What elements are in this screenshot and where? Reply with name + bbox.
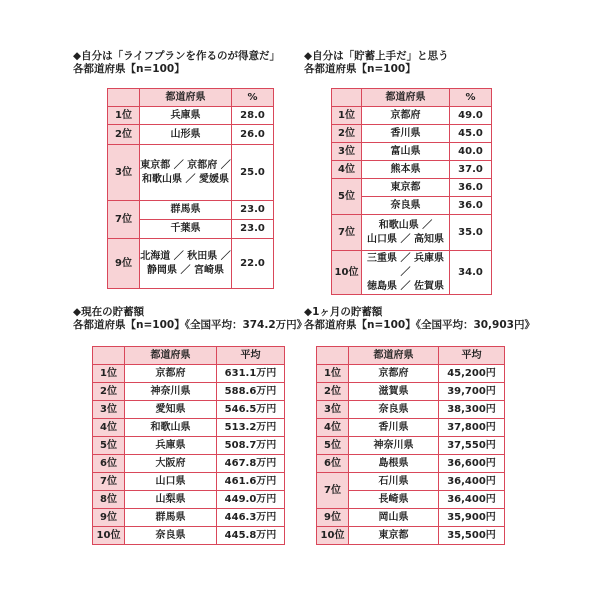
table-row bbox=[332, 251, 492, 295]
ranking-table-lifeplan bbox=[107, 88, 274, 289]
rank-cell: 9位 bbox=[317, 509, 349, 527]
table-row bbox=[93, 401, 285, 419]
rank-cell: 8位 bbox=[93, 491, 125, 509]
section-subtitle: 各都道府県【n=100】《全国平均：30,903円》 bbox=[304, 319, 535, 331]
rank-cell: 7位 bbox=[108, 201, 140, 239]
rank-cell: 5位 bbox=[317, 437, 349, 455]
rank-cell: 9位 bbox=[93, 509, 125, 527]
section-title: ◆自分は「貯蓄上手だ」と思う bbox=[304, 50, 449, 62]
prefecture-line: 静岡県 ／ 宮崎県 bbox=[147, 264, 224, 276]
header-percent: % bbox=[450, 89, 492, 107]
section-subtitle: 各都道府県【n=100】《全国平均：374.2万円》 bbox=[73, 319, 308, 331]
table-row bbox=[93, 491, 285, 509]
value-cell: 36,600円 bbox=[439, 455, 505, 473]
rank-cell: 2位 bbox=[317, 383, 349, 401]
header-percent: % bbox=[232, 89, 274, 107]
prefecture-cell: 山梨県 bbox=[125, 491, 217, 509]
table-row bbox=[108, 107, 274, 125]
table-row bbox=[317, 527, 505, 545]
value-cell: 45.0 bbox=[450, 125, 492, 143]
rank-cell: 7位 bbox=[317, 473, 349, 509]
value-cell: 467.8万円 bbox=[217, 455, 285, 473]
rank-cell: 2位 bbox=[108, 125, 140, 145]
value-cell: 588.6万円 bbox=[217, 383, 285, 401]
header-prefecture: 都道府県 bbox=[362, 89, 450, 107]
value-cell: 513.2万円 bbox=[217, 419, 285, 437]
value-cell: 38,300円 bbox=[439, 401, 505, 419]
table-row bbox=[93, 455, 285, 473]
value-cell: 508.7万円 bbox=[217, 437, 285, 455]
section-current-savings bbox=[73, 306, 307, 332]
table-row bbox=[108, 201, 274, 220]
value-cell: 461.6万円 bbox=[217, 473, 285, 491]
prefecture-cell: 京都府 bbox=[362, 107, 450, 125]
section-savings-skill bbox=[304, 50, 449, 76]
value-cell: 35.0 bbox=[450, 215, 492, 251]
prefecture-cell: 京都府 bbox=[125, 365, 217, 383]
rank-cell: 4位 bbox=[332, 161, 362, 179]
rank-cell: 9位 bbox=[108, 239, 140, 289]
prefecture-cell: 滋賀県 bbox=[349, 383, 439, 401]
value-cell: 26.0 bbox=[232, 125, 274, 145]
rank-cell: 3位 bbox=[108, 145, 140, 201]
prefecture-line: 和歌山県 ／ 愛媛県 bbox=[142, 173, 229, 185]
header-average: 平均 bbox=[439, 347, 505, 365]
section-title: ◆現在の貯蓄額 bbox=[73, 306, 145, 318]
table-row bbox=[93, 527, 285, 545]
prefecture-line: 山口県 ／ 高知県 bbox=[367, 233, 444, 245]
rank-cell: 6位 bbox=[317, 455, 349, 473]
table-row bbox=[332, 107, 492, 125]
header-prefecture: 都道府県 bbox=[125, 347, 217, 365]
rank-cell: 7位 bbox=[93, 473, 125, 491]
value-cell: 37,800円 bbox=[439, 419, 505, 437]
prefecture-cell: 京都府 bbox=[349, 365, 439, 383]
prefecture-cell: 和歌山県 bbox=[125, 419, 217, 437]
prefecture-cell: 群馬県 bbox=[125, 509, 217, 527]
prefecture-cell: 東京都 bbox=[362, 179, 450, 197]
table-row bbox=[317, 419, 505, 437]
rank-cell: 3位 bbox=[317, 401, 349, 419]
prefecture-cell: 山形県 bbox=[140, 125, 232, 145]
table-row bbox=[317, 383, 505, 401]
prefecture-line: 三重県 ／ 兵庫県 ／ bbox=[367, 252, 444, 278]
ranking-table-current-savings bbox=[92, 346, 285, 545]
value-cell: 37,550円 bbox=[439, 437, 505, 455]
table-row bbox=[108, 239, 274, 289]
value-cell: 35,900円 bbox=[439, 509, 505, 527]
table-row bbox=[108, 125, 274, 145]
value-cell: 36,400円 bbox=[439, 473, 505, 491]
table-row bbox=[93, 419, 285, 437]
value-cell: 39,700円 bbox=[439, 383, 505, 401]
rank-cell: 4位 bbox=[93, 419, 125, 437]
table-row bbox=[317, 401, 505, 419]
header-blank bbox=[108, 89, 140, 107]
value-cell: 631.1万円 bbox=[217, 365, 285, 383]
table-row bbox=[332, 215, 492, 251]
table-row bbox=[332, 179, 492, 197]
section-title: ◆1ヶ月の貯蓄額 bbox=[304, 306, 383, 318]
rank-cell: 5位 bbox=[93, 437, 125, 455]
value-cell: 36.0 bbox=[450, 197, 492, 215]
section-subtitle: 各都道府県【n=100】 bbox=[73, 63, 185, 75]
value-cell: 36.0 bbox=[450, 179, 492, 197]
header-average: 平均 bbox=[217, 347, 285, 365]
value-cell: 36,400円 bbox=[439, 491, 505, 509]
value-cell: 23.0 bbox=[232, 220, 274, 239]
section-subtitle: 各都道府県【n=100】 bbox=[304, 63, 416, 75]
rank-cell: 10位 bbox=[93, 527, 125, 545]
prefecture-cell: 熊本県 bbox=[362, 161, 450, 179]
value-cell: 23.0 bbox=[232, 201, 274, 220]
header-prefecture: 都道府県 bbox=[349, 347, 439, 365]
rank-cell: 1位 bbox=[108, 107, 140, 125]
prefecture-cell: 兵庫県 bbox=[140, 107, 232, 125]
ranking-table-savings-skill bbox=[331, 88, 492, 295]
rank-cell: 2位 bbox=[93, 383, 125, 401]
table-row bbox=[317, 365, 505, 383]
value-cell: 35,500円 bbox=[439, 527, 505, 545]
table-row bbox=[332, 161, 492, 179]
prefecture-line: 北海道 ／ 秋田県 ／ bbox=[140, 250, 231, 262]
prefecture-cell: 千葉県 bbox=[140, 220, 232, 239]
rank-cell: 3位 bbox=[332, 143, 362, 161]
rank-cell: 1位 bbox=[93, 365, 125, 383]
prefecture-cell: 奈良県 bbox=[362, 197, 450, 215]
rank-cell: 6位 bbox=[93, 455, 125, 473]
table-row bbox=[317, 437, 505, 455]
prefecture-cell bbox=[140, 145, 232, 201]
prefecture-cell: 長崎県 bbox=[349, 491, 439, 509]
table-row bbox=[317, 455, 505, 473]
table-row bbox=[93, 437, 285, 455]
prefecture-cell: 奈良県 bbox=[125, 527, 217, 545]
rank-cell: 2位 bbox=[332, 125, 362, 143]
rank-cell: 10位 bbox=[332, 251, 362, 295]
prefecture-cell: 奈良県 bbox=[349, 401, 439, 419]
rank-cell: 1位 bbox=[317, 365, 349, 383]
value-cell: 45,200円 bbox=[439, 365, 505, 383]
prefecture-line: 徳島県 ／ 佐賀県 bbox=[367, 280, 444, 292]
prefecture-cell: 山口県 bbox=[125, 473, 217, 491]
value-cell: 546.5万円 bbox=[217, 401, 285, 419]
prefecture-line: 東京都 ／ 京都府 ／ bbox=[140, 159, 231, 171]
prefecture-cell: 岡山県 bbox=[349, 509, 439, 527]
value-cell: 49.0 bbox=[450, 107, 492, 125]
header-prefecture: 都道府県 bbox=[140, 89, 232, 107]
prefecture-cell: 大阪府 bbox=[125, 455, 217, 473]
prefecture-line: 和歌山県 ／ bbox=[378, 219, 433, 231]
section-title: ◆自分は「ライフプランを作るのが得意だ」 bbox=[73, 50, 280, 62]
rank-cell: 4位 bbox=[317, 419, 349, 437]
rank-cell: 5位 bbox=[332, 179, 362, 215]
rank-cell: 1位 bbox=[332, 107, 362, 125]
rank-cell: 7位 bbox=[332, 215, 362, 251]
value-cell: 34.0 bbox=[450, 251, 492, 295]
header-blank bbox=[93, 347, 125, 365]
value-cell: 446.3万円 bbox=[217, 509, 285, 527]
table-row bbox=[332, 143, 492, 161]
prefecture-cell: 島根県 bbox=[349, 455, 439, 473]
prefecture-cell: 神奈川県 bbox=[349, 437, 439, 455]
prefecture-cell: 群馬県 bbox=[140, 201, 232, 220]
prefecture-cell: 東京都 bbox=[349, 527, 439, 545]
section-monthly-savings bbox=[304, 306, 535, 332]
prefecture-cell bbox=[362, 251, 450, 295]
prefecture-cell: 愛知県 bbox=[125, 401, 217, 419]
table-row bbox=[317, 473, 505, 491]
value-cell: 40.0 bbox=[450, 143, 492, 161]
value-cell: 445.8万円 bbox=[217, 527, 285, 545]
ranking-table-monthly-savings bbox=[316, 346, 505, 545]
table-row bbox=[93, 509, 285, 527]
prefecture-cell: 香川県 bbox=[349, 419, 439, 437]
table-row bbox=[108, 145, 274, 201]
value-cell: 22.0 bbox=[232, 239, 274, 289]
prefecture-cell: 石川県 bbox=[349, 473, 439, 491]
header-blank bbox=[317, 347, 349, 365]
rank-cell: 10位 bbox=[317, 527, 349, 545]
prefecture-cell: 兵庫県 bbox=[125, 437, 217, 455]
value-cell: 449.0万円 bbox=[217, 491, 285, 509]
table-row bbox=[332, 125, 492, 143]
section-lifeplan bbox=[73, 50, 280, 76]
prefecture-cell: 富山県 bbox=[362, 143, 450, 161]
table-row bbox=[93, 383, 285, 401]
prefecture-cell bbox=[362, 215, 450, 251]
value-cell: 37.0 bbox=[450, 161, 492, 179]
table-row bbox=[93, 365, 285, 383]
table-row bbox=[93, 473, 285, 491]
header-blank bbox=[332, 89, 362, 107]
prefecture-cell bbox=[140, 239, 232, 289]
value-cell: 28.0 bbox=[232, 107, 274, 125]
value-cell: 25.0 bbox=[232, 145, 274, 201]
table-row bbox=[317, 509, 505, 527]
rank-cell: 3位 bbox=[93, 401, 125, 419]
prefecture-cell: 香川県 bbox=[362, 125, 450, 143]
prefecture-cell: 神奈川県 bbox=[125, 383, 217, 401]
